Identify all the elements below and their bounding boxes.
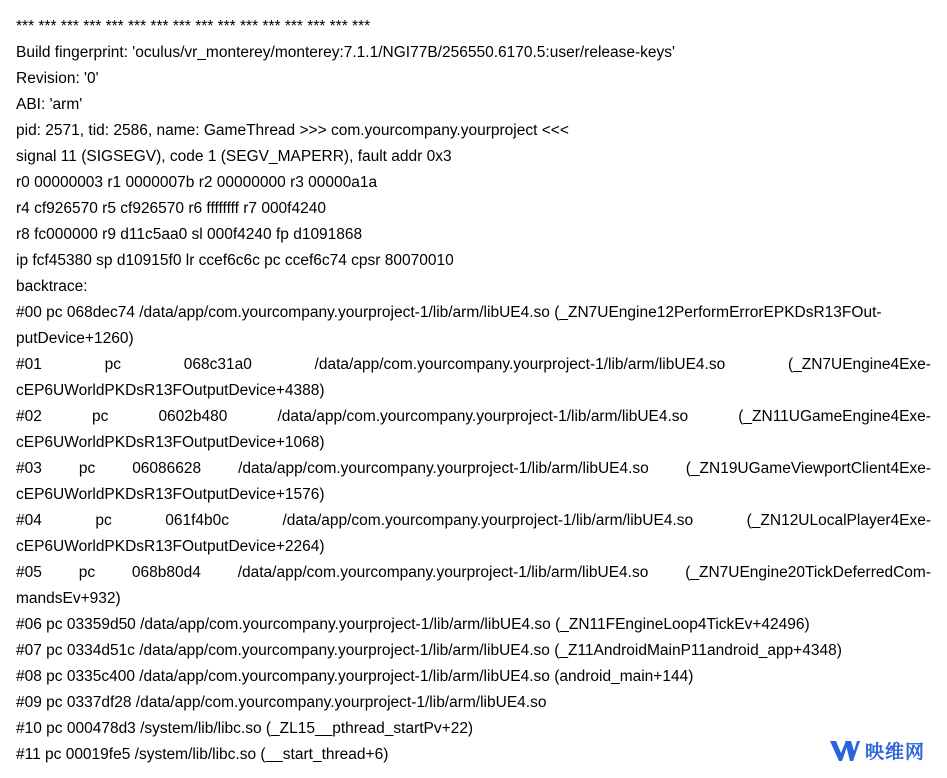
frame-number: #04 <box>16 512 42 529</box>
backtrace-frame-line <box>16 508 931 534</box>
backtrace-frame-line: #07 pc 0334d51c /data/app/com.yourcompany.yourproject-1/lib/arm/libUE4.so (_Z11AndroidMainP11android_app+4348) <box>16 642 842 659</box>
crash-log <box>16 14 931 768</box>
backtrace-frame-continuation: putDevice+1260) <box>16 330 134 347</box>
backtrace-frame-continuation: cEP6UWorldPKDsR13FOutputDevice+4388) <box>16 382 325 399</box>
backtrace-frame-line: #08 pc 0335c400 /data/app/com.yourcompany.yourproject-1/lib/arm/libUE4.so (android_main+144) <box>16 668 694 685</box>
backtrace-frame-line: #09 pc 0337df28 /data/app/com.yourcompany.yourproject-1/lib/arm/libUE4.so <box>16 694 547 711</box>
backtrace-frame-line: #11 pc 00019fe5 /system/lib/libc.so (__start_thread+6) <box>16 746 389 763</box>
signal-line: signal 11 (SIGSEGV), code 1 (SEGV_MAPERR), fault addr 0x3 <box>16 148 452 165</box>
revision-line: Revision: '0' <box>16 70 99 87</box>
register-line: ip fcf45380 sp d10915f0 lr ccef6c6c pc ccef6c74 cpsr 80070010 <box>16 252 454 269</box>
frame-symbol: (_ZN7UEngine4Exe- <box>787 356 931 373</box>
backtrace-frame-continuation: cEP6UWorldPKDsR13FOutputDevice+1068) <box>16 434 325 451</box>
backtrace-frame-line: #00 pc 068dec74 /data/app/com.yourcompany.yourproject-1/lib/arm/libUE4.so (_ZN7UEngine12PerformErrorEPKDsR13FOut- <box>16 304 882 321</box>
frame-pc-label: pc <box>78 564 96 581</box>
frame-pc-label: pc <box>91 408 109 425</box>
backtrace-frame-line <box>16 404 931 430</box>
backtrace-frame-continuation: mandsEv+932) <box>16 590 121 607</box>
frame-library: /data/app/com.yourcompany.yourproject-1/lib/arm/libUE4.so <box>314 356 726 373</box>
backtrace-frame-continuation: cEP6UWorldPKDsR13FOutputDevice+1576) <box>16 486 325 503</box>
backtrace-frame-line <box>16 560 931 586</box>
backtrace-frame-line <box>16 352 931 378</box>
backtrace-frame-continuation: cEP6UWorldPKDsR13FOutputDevice+2264) <box>16 538 325 555</box>
frame-number: #03 <box>16 460 42 477</box>
frame-address: 0602b480 <box>158 408 228 425</box>
abi-line: ABI: 'arm' <box>16 96 83 113</box>
build-fingerprint: Build fingerprint: 'oculus/vr_monterey/monterey:7.1.1/NGI77B/256550.6170.5:user/release-keys' <box>16 44 675 61</box>
separator-stars: *** *** *** *** *** *** *** *** *** *** *** *** *** *** *** *** <box>16 18 371 35</box>
watermark-text: 映维网 <box>864 741 925 763</box>
backtrace-frame-line <box>16 456 931 482</box>
frame-library: /data/app/com.yourcompany.yourproject-1/lib/arm/libUE4.so <box>237 564 649 581</box>
yv-logo-icon <box>829 738 861 764</box>
frame-address: 06086628 <box>132 460 202 477</box>
frame-symbol: (_ZN11UGameEngine4Exe- <box>738 408 931 425</box>
frame-library: /data/app/com.yourcompany.yourproject-1/lib/arm/libUE4.so <box>277 408 689 425</box>
register-line: r0 00000003 r1 0000007b r2 00000000 r3 00000a1a <box>16 174 378 191</box>
frame-number: #05 <box>16 564 42 581</box>
frame-symbol: (_ZN7UEngine20TickDeferredCom- <box>685 564 931 581</box>
register-line: r8 fc000000 r9 d11c5aa0 sl 000f4240 fp d1091868 <box>16 226 363 243</box>
pid-line: pid: 2571, tid: 2586, name: GameThread >>> com.yourcompany.yourproject <<< <box>16 122 569 139</box>
frame-pc-label: pc <box>95 512 112 529</box>
frame-symbol: (_ZN12ULocalPlayer4Exe- <box>746 512 931 529</box>
frame-library: /data/app/com.yourcompany.yourproject-1/lib/arm/libUE4.so <box>238 460 649 477</box>
frame-number: #02 <box>16 408 42 425</box>
register-line: r4 cf926570 r5 cf926570 r6 ffffffff r7 000f4240 <box>16 200 326 217</box>
frame-library: /data/app/com.yourcompany.yourproject-1/lib/arm/libUE4.so <box>282 512 694 529</box>
backtrace-frame-line: #06 pc 03359d50 /data/app/com.yourcompany.yourproject-1/lib/arm/libUE4.so (_ZN11FEngineLoop4TickEv+42496) <box>16 616 810 633</box>
watermark <box>829 737 925 764</box>
backtrace-frame-line: #10 pc 000478d3 /system/lib/libc.so (_ZL15__pthread_startPv+22) <box>16 720 474 737</box>
frame-pc-label: pc <box>104 356 121 373</box>
frame-number: #01 <box>16 356 42 373</box>
frame-address: 061f4b0c <box>165 512 229 529</box>
frame-address: 068b80d4 <box>131 564 201 581</box>
frame-address: 068c31a0 <box>183 356 252 373</box>
backtrace-label: backtrace: <box>16 278 88 295</box>
frame-symbol: (_ZN19UGameViewportClient4Exe- <box>685 460 931 477</box>
frame-pc-label: pc <box>78 460 96 477</box>
